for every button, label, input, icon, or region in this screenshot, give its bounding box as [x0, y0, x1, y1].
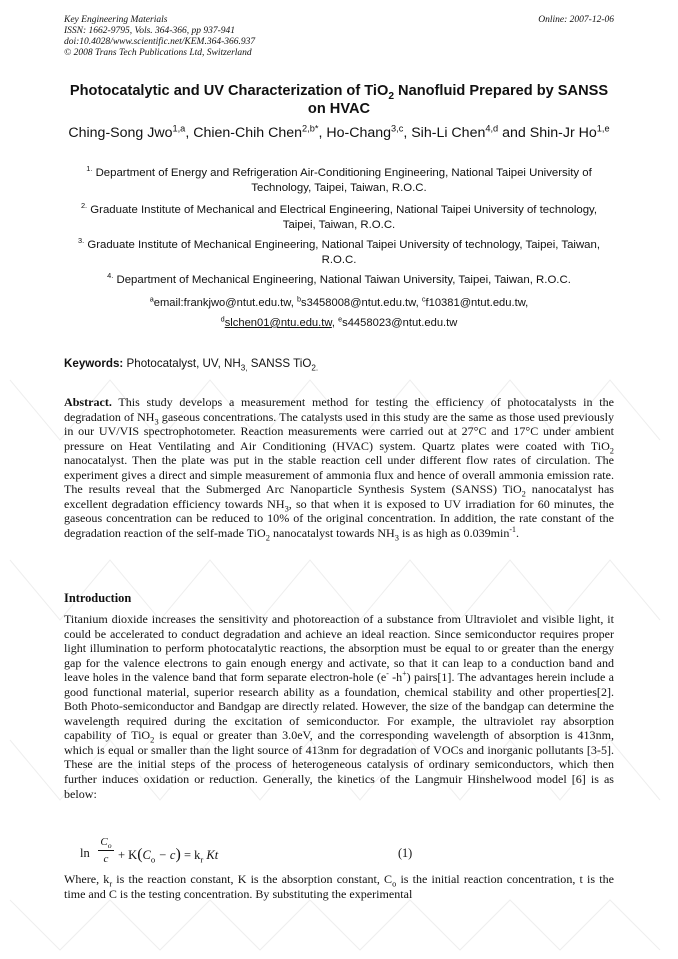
- eq-fraction-bar: [98, 850, 114, 851]
- eq-ln: ln: [80, 846, 90, 860]
- abstract-sub: 3: [284, 503, 289, 514]
- abstract-sub: 3: [154, 415, 159, 426]
- intro-sup: +: [402, 669, 407, 679]
- where-text: is the reaction constant, K is the absorption constant, C: [112, 872, 393, 886]
- where-sub: r: [109, 878, 113, 889]
- author-sep: ,: [318, 125, 327, 141]
- where-text: Where, k: [64, 872, 110, 886]
- introduction-paragraph: [64, 612, 614, 801]
- keywords: [64, 357, 614, 373]
- author-name: Ho-Chang: [326, 125, 392, 141]
- doi-line: doi:10.4028/www.scientific.net/KEM.364-366.937: [64, 37, 256, 47]
- author-sup: 3,c: [391, 123, 404, 134]
- affiliation-text: Department of Mechanical Engineering, National Taiwan University, Taipei, Taiwan, R.O.C.: [116, 274, 571, 286]
- abstract-text: is as high as 0.039min: [398, 525, 510, 540]
- equation-number: (1): [398, 846, 413, 860]
- paper-title: [64, 82, 614, 118]
- abstract-sub: 2: [265, 532, 270, 543]
- affiliation-2: [64, 203, 614, 232]
- eq-paren: (: [137, 846, 143, 863]
- abstract-sub: 3: [394, 532, 399, 543]
- eq-numerator: [98, 836, 114, 851]
- author-sup: 2,b*: [302, 123, 319, 134]
- email-line-2: $^d$slchen01@ntu.edu.tw, $^e$s4458023@ntut.edu.tw: [220, 314, 458, 329]
- title-text-1: Photocatalytic and UV Characterization of TiO: [69, 83, 389, 99]
- email-sup: c: [421, 294, 426, 304]
- where-sub: o: [392, 878, 397, 889]
- eq-plus-k: + K: [118, 848, 138, 862]
- keywords-text-2: SANSS TiO: [247, 357, 312, 370]
- copyright-line: © 2008 Trans Tech Publications Ltd, Switzerland: [64, 48, 252, 58]
- eq-fraction: [98, 836, 114, 865]
- affiliation-4: [64, 273, 614, 288]
- eq-c: C: [142, 848, 151, 862]
- where-paragraph: [64, 872, 614, 901]
- intro-text: -h: [388, 670, 403, 685]
- email-d[interactable]: slchen01@ntu.edu.tw: [224, 317, 332, 329]
- journal-meta: [64, 15, 255, 59]
- abstract-text: , so that when it is exposed to UV irradiation for 60 minutes, the gaseous concentration can be reduced to 10% of the original concentration. In addition, the rate constant of the degradation reaction of the self-made TiO: [64, 496, 614, 540]
- affiliation-number: 1.: [86, 164, 93, 174]
- intro-text: Titanium dioxide increases the sensitivity and photoreaction of a substance from Ultraviolet and visible light, it could be accelerated to conduct degradation and achieve an ideal reaction. Since semiconductor requires proper light illumination to perform photocatalytic reactions, the absorption must be equal to or greater than the energy gap for the valence electrons to gain enough energy and activate, so that it can leap to a conduction band and leave holes in the valence band that form separate electron-hole (e: [64, 612, 614, 685]
- author-sep: ,: [403, 125, 412, 141]
- title-text-2: Nanofluid Prepared by SANSS on HVAC: [307, 83, 609, 117]
- online-date: Online: 2007-12-06: [538, 15, 614, 25]
- eq-equals-k: = k: [180, 848, 201, 862]
- affiliation-number: 4.: [107, 271, 114, 281]
- author-sep: ,: [185, 125, 194, 141]
- abstract-text: nanocatalyst has excellent degradation efficiency towards NH: [64, 482, 614, 511]
- abstract-label: Abstract.: [64, 395, 112, 409]
- eq-rest: [118, 846, 218, 864]
- title-subscript: 2: [388, 90, 394, 102]
- journal-name: Key Engineering Materials: [64, 15, 168, 25]
- affiliation-3: [64, 238, 614, 267]
- abstract-text: nanocatalyst towards NH: [269, 525, 395, 540]
- affiliation-text: Graduate Institute of Mechanical and Electrical Engineering, National Taipei University of technology, Taipei, Taiwan, R.O.C.: [90, 204, 598, 231]
- intro-sub: 2: [150, 734, 155, 745]
- abstract-text: nanocatalyst. Then the plate was put in the stable reaction cell under different flow rates of circulation. The experiment gives a direct and simple measurement of ammonia flux and hence of overall ammonia emission rate. The results reveal that the Submerged Arc Nanoparticle Synthesis System (SANSS) TiO: [64, 453, 614, 497]
- abstract-sub: 2: [521, 488, 526, 499]
- section-heading-introduction: Introduction: [64, 591, 132, 605]
- intro-text: ) pairs[1]. The advantages herein include a good functional material, superior research ability as a foundation, chemical stability and other properties[2]. Both Photo-semiconductor and Bandgap are directly related. However, the size of the bandgap can determine the wavelength required during the excitation of semiconductor. For example, the ultraviolet ray absorption capability of TiO: [64, 670, 615, 743]
- equation-1: [80, 836, 420, 870]
- eq-denominator: c: [103, 853, 109, 865]
- intro-text: is equal or greater than 3.0eV, and the corresponding wavelength of absorption is 413nm, which is equal or smaller than the light source of 413nm for degradation of VOCs and inorganic pollutants [3-5]. These are the initial steps of the process of heterogeneous catalysis of ordinary semiconductors, which then further induces oxidation or reduction. Generally, the kinetics of the Langmuir Hinshelwood model [6] is as below:: [64, 728, 614, 801]
- eq-paren: ): [175, 846, 181, 863]
- author-sup: 4,d: [485, 123, 499, 134]
- affiliation-number: 3.: [77, 236, 85, 246]
- email-c[interactable]: f10381@ntut.edu.tw,: [425, 297, 529, 309]
- email-line-1: [64, 296, 614, 310]
- affiliation-1: [64, 166, 614, 195]
- eq-minus-c: − c: [155, 848, 176, 862]
- author-name: Shin-Jr Ho: [529, 125, 597, 141]
- email-sup: e: [338, 314, 343, 324]
- abstract-sup: -1: [509, 524, 516, 534]
- eq-num-sub: o: [107, 841, 112, 851]
- email-sup: d: [220, 314, 225, 324]
- author-sep: and: [498, 125, 530, 141]
- author-list: [64, 124, 614, 143]
- issn-line: ISSN: 1662-9795, Vols. 364-366, pp 937-941: [64, 26, 235, 36]
- eq-kt: Kt: [203, 848, 219, 862]
- abstract-sub: 2: [609, 445, 614, 456]
- keywords-sub-2: 2.: [311, 363, 319, 373]
- keywords-label: Keywords:: [64, 357, 124, 370]
- abstract-text: This study develops a measurement method for testing the efficiency of photocatalysts in the degradation of NH: [64, 395, 614, 424]
- keywords-sub-1: 3,: [240, 363, 248, 373]
- author-name: Chien-Chih Chen: [193, 125, 303, 141]
- eq-k-sub: r: [200, 854, 204, 865]
- email-b[interactable]: s3458008@ntut.edu.tw,: [301, 297, 419, 309]
- email-a[interactable]: email:frankjwo@ntut.edu.tw,: [153, 297, 294, 309]
- email-sup: a: [149, 294, 154, 304]
- eq-c-sub: o: [150, 854, 156, 865]
- author-name: Ching-Song Jwo: [68, 125, 173, 141]
- affiliation-number: 2.: [80, 201, 88, 211]
- keywords-text-1: Photocatalyst, UV, NH: [126, 357, 241, 370]
- email-e[interactable]: s4458023@ntut.edu.tw: [342, 317, 458, 329]
- where-text: is the initial reaction concentration, t is the time and C is the testing concentration. By substituting the experimental: [64, 872, 614, 901]
- author-sup: 1,e: [596, 123, 610, 134]
- eq-num-text: C: [100, 836, 108, 848]
- abstract-text: .: [515, 525, 519, 540]
- email-sup: b: [296, 294, 301, 304]
- author-sup: 1,a: [172, 123, 186, 134]
- author-name: Sih-Li Chen: [411, 125, 486, 141]
- abstract: [64, 395, 614, 543]
- affiliation-text: Department of Energy and Refrigeration Air-Conditioning Engineering, National Taipei University of Technology, Taipei, Taiwan, R.O.C.: [95, 167, 592, 194]
- abstract-text: gaseous concentrations. The catalysts used in this study are the same as those used previously in our UV/VIS spectrophotometer. Reaction measurements were carried out at 27°C and 17°C under ambient pressure on Heat Ventilating and Air Conditioning (HVAC) system. Quartz plates were coated with TiO: [64, 409, 614, 453]
- affiliation-text: Graduate Institute of Mechanical Engineering, National Taipei University of technology, Taipei, Taiwan, R.O.C.: [87, 239, 601, 266]
- intro-sup: -: [386, 669, 389, 679]
